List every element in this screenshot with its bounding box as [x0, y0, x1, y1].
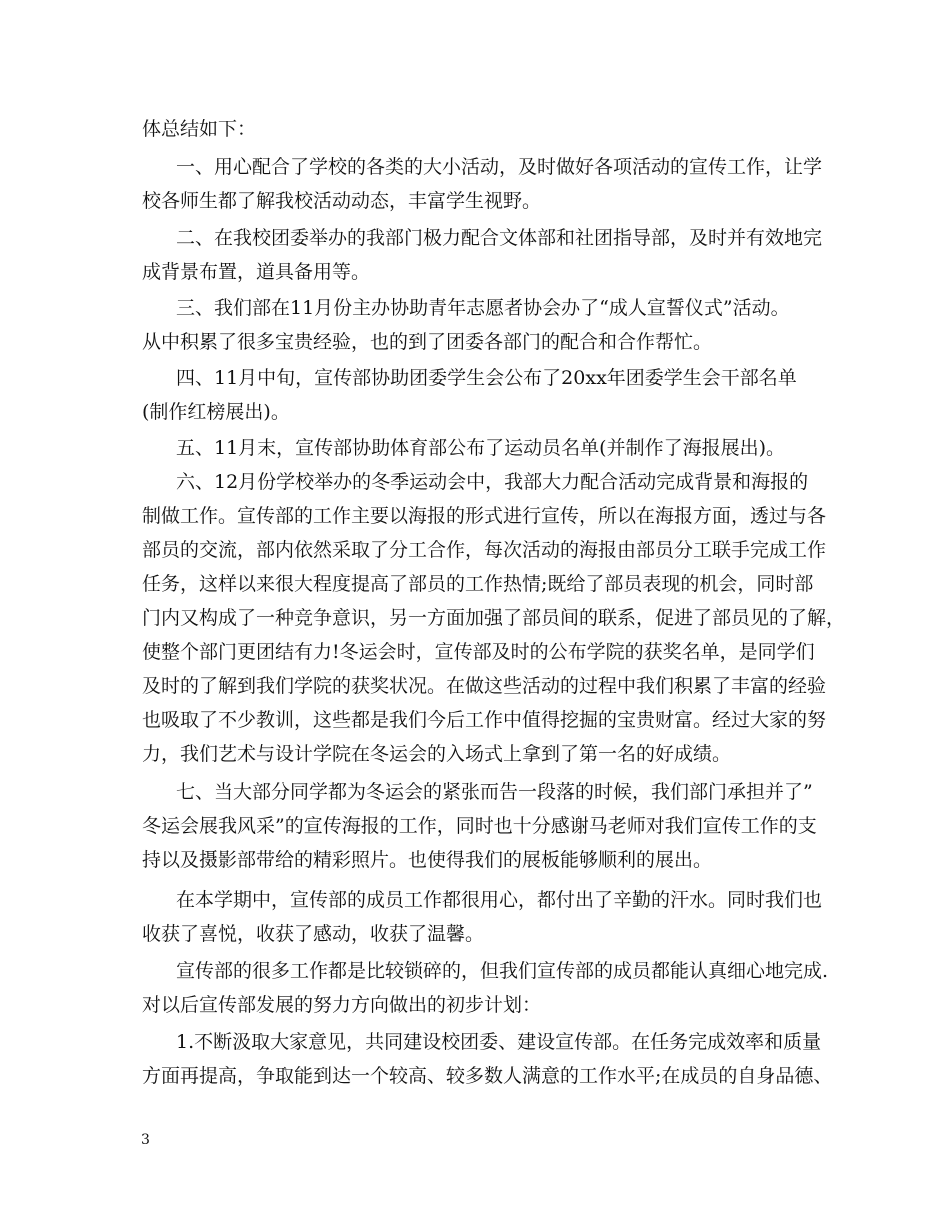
text-line: 部员的交流，部内依然采取了分工合作，每次活动的海报由部员分工联手完成工作	[142, 539, 827, 561]
text-line: 一、用心配合了学校的各类的大小活动，及时做好各项活动的宣传工作，让学	[176, 156, 823, 178]
page-number: 3	[141, 1132, 150, 1148]
text-line: 从中积累了很多宝贵经验，也的到了团委各部门的配合和合作帮忙。	[142, 331, 713, 353]
text-line: 也吸取了不少教训，这些都是我们今后工作中值得挖掘的宝贵财富。经过大家的努	[142, 709, 827, 731]
text-line: 任务，这样以来很大程度提高了部员的工作热情;既给了部员表现的机会，同时部	[142, 573, 814, 595]
text-line: 对以后宣传部发展的努力方向做出的初步计划：	[142, 994, 542, 1016]
text-line: 四、11月中旬，宣传部协助团委学生会公布了20xx年团委学生会干部名单	[176, 367, 797, 389]
text-line: 冬运会展我风采”的宣传海报的工作，同时也十分感谢马老师对我们宣传工作的支	[142, 815, 817, 837]
text-line: 使整个部门更团结有力!冬运会时，宣传部及时的公布学院的获奖名单，是同学们	[142, 641, 815, 663]
text-line: 三、我们部在11月份主办协助青年志愿者协会办了“成人宣誓仪式”活动。	[176, 297, 790, 319]
text-line: 五、11月末，宣传部协助体育部公布了运动员名单(并制作了海报展出)。	[176, 437, 786, 459]
text-line: 制做工作。宣传部的工作主要以海报的形式进行宣传，所以在海报方面，透过与各	[142, 505, 827, 527]
text-line: 成背景布置，道具备用等。	[142, 261, 371, 283]
text-line: 体总结如下：	[142, 118, 257, 140]
text-line: 七、当大部分同学都为冬运会的紧张而告一段落的时候，我们部门承担并了”	[176, 781, 813, 803]
text-line: 方面再提高，争取能到达一个较高、较多数人满意的工作水平;在成员的自身品德、	[142, 1065, 833, 1087]
text-line: 持以及摄影部带给的精彩照片。也使得我们的展板能够顺利的展出。	[142, 849, 713, 871]
text-line: (制作红榜展出)。	[142, 401, 290, 423]
text-line: 收获了喜悦，收获了感动，收获了温馨。	[142, 923, 485, 945]
text-line: 及时的了解到我们学院的获奖状况。在做这些活动的过程中我们积累了丰富的经验	[142, 675, 827, 697]
text-line: 六、12月份学校举办的冬季运动会中，我部大力配合活动完成背景和海报的	[176, 471, 809, 493]
text-line: 校各师生都了解我校活动动态，丰富学生视野。	[142, 190, 542, 212]
text-line: 宣传部的很多工作都是比较锁碎的，但我们宣传部的成员都能认真细心地完成.	[176, 960, 829, 982]
text-line: 力，我们艺术与设计学院在冬运会的入场式上拿到了第一名的好成绩。	[142, 743, 732, 765]
text-line: 1.不断汲取大家意见，共同建设校团委、建设宣传部。在任务完成效率和质量	[176, 1031, 822, 1053]
text-line: 在本学期中，宣传部的成员工作都很用心，都付出了辛勤的汗水。同时我们也	[176, 889, 823, 911]
text-line: 门内又构成了一种竞争意识，另一方面加强了部员间的联系，促进了部员见的了解，	[142, 607, 846, 629]
text-line: 二、在我校团委举办的我部门极力配合文体部和社团指导部，及时并有效地完	[176, 227, 823, 249]
